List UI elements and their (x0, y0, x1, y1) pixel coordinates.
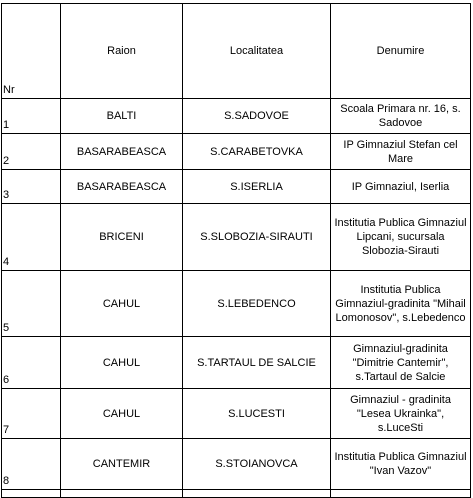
cell-denumire: Institutia Publica Gimnaziul "Ivan Vazov" (331, 439, 471, 490)
cell-nr: 2 (2, 134, 61, 170)
header-denumire: Denumire (331, 4, 471, 99)
header-localitatea: Localitatea (183, 4, 331, 99)
cell-denumire: Gimnaziul-gradinita "Dimitrie Cantemir", s.Tartaul de Salcie (331, 337, 471, 389)
cell-localitatea: S.STOIANOVCA (183, 439, 331, 490)
cell-nr: 7 (2, 389, 61, 439)
cell-empty (61, 490, 183, 498)
cell-localitatea: S.ISERLIA (183, 170, 331, 204)
cell-raion: CAHUL (61, 271, 183, 337)
cell-denumire: IP Gimnaziul, Iserlia (331, 170, 471, 204)
cell-localitatea: S.LEBEDENCO (183, 271, 331, 337)
table-row (2, 439, 471, 490)
cell-empty (2, 490, 61, 498)
cell-raion: CAHUL (61, 337, 183, 389)
cell-nr: 8 (2, 439, 61, 490)
schools-table (1, 3, 471, 498)
table-row-partial (2, 490, 471, 498)
cell-raion: BRICENI (61, 204, 183, 271)
cell-empty (183, 490, 331, 498)
cell-denumire: Scoala Primara nr. 16, s. Sadovoe (331, 99, 471, 134)
table-row (2, 271, 471, 337)
cell-denumire: Gimnaziul - gradinita "Lesea Ukrainka", s.LuceSti (331, 389, 471, 439)
cell-nr: 5 (2, 271, 61, 337)
cell-denumire: IP Gimnaziul Stefan cel Mare (331, 134, 471, 170)
table-row (2, 170, 471, 204)
cell-localitatea: S.TARTAUL DE SALCIE (183, 337, 331, 389)
cell-denumire: Institutia Publica Gimnaziul-gradinita "Mihail Lomonosov", s.Lebedenco (331, 271, 471, 337)
cell-raion: BALTI (61, 99, 183, 134)
table-row (2, 134, 471, 170)
table-row (2, 99, 471, 134)
cell-nr: 4 (2, 204, 61, 271)
cell-nr: 6 (2, 337, 61, 389)
cell-nr: 3 (2, 170, 61, 204)
cell-nr: 1 (2, 99, 61, 134)
table-row (2, 389, 471, 439)
header-raion: Raion (61, 4, 183, 99)
cell-localitatea: S.SADOVOE (183, 99, 331, 134)
cell-raion: BASARABEASCA (61, 170, 183, 204)
cell-localitatea: S.LUCESTI (183, 389, 331, 439)
cell-denumire: Institutia Publica Gimnaziul Lipcani, sucursala Slobozia-Sirauti (331, 204, 471, 271)
cell-raion: BASARABEASCA (61, 134, 183, 170)
table-row (2, 204, 471, 271)
cell-raion: CANTEMIR (61, 439, 183, 490)
cell-empty (331, 490, 471, 498)
table-row (2, 337, 471, 389)
header-row (2, 4, 471, 99)
header-nr: Nr (2, 4, 61, 99)
cell-localitatea: S.SLOBOZIA-SIRAUTI (183, 204, 331, 271)
cell-localitatea: S.CARABETOVKA (183, 134, 331, 170)
cell-raion: CAHUL (61, 389, 183, 439)
